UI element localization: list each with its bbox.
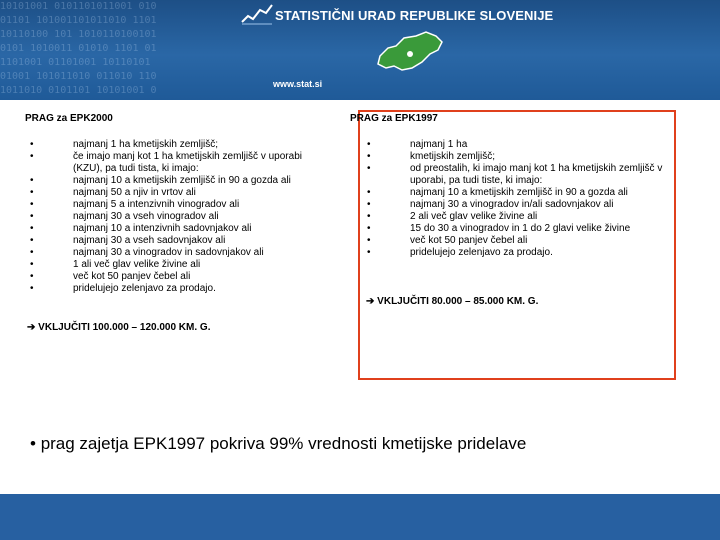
list-item (367, 187, 672, 199)
bullet: • (30, 211, 34, 222)
list-item (367, 223, 672, 235)
list-item-text: 15 do 30 a vinogradov in 1 do 2 glavi velike živine (410, 223, 631, 234)
bullet: • (30, 223, 34, 234)
list-item-text: pridelujejo zelenjavo za prodajo. (73, 283, 216, 294)
list-item-text: najmanj 1 ha (410, 139, 468, 150)
bullet: • (367, 247, 371, 258)
list-item-text: od preostalih, ki imajo manj kot 1 ha kmetijskih zemljišč v uporabi, pa tudi tiste, ki imajo: (410, 163, 663, 186)
bullet: • (30, 247, 34, 258)
list-item-text: najmanj 30 a vinogradov in/ali sadovnjakov ali (410, 199, 614, 210)
footer-band (0, 494, 720, 540)
list-item-text: najmanj 30 a vinogradov in sadovnjakov ali (73, 247, 264, 258)
summary-text: prag zajetja EPK1997 pokriva 99% vrednosti kmetijske pridelave (40, 434, 527, 453)
list-item (30, 151, 330, 175)
bullet: • (30, 235, 34, 246)
list-item (30, 271, 330, 283)
list-item-text: če imajo manj kot 1 ha kmetijskih zemljišč v uporabi (KZU), pa tudi tista, ki imajo: (73, 151, 302, 174)
bullet: • (367, 151, 371, 162)
left-criteria-list (30, 139, 330, 295)
bullet: • (30, 259, 34, 270)
list-item (367, 151, 672, 163)
header-banner (0, 0, 720, 100)
list-item-text: najmanj 10 a intenzivnih sadovnjakov ali (73, 223, 252, 234)
list-item (367, 247, 672, 259)
list-item-text: najmanj 10 a kmetijskih zemljišč in 90 a gozda ali (73, 175, 291, 186)
list-item (30, 139, 330, 151)
arrow-icon: ➔ (27, 322, 36, 333)
list-item (30, 247, 330, 259)
bullet: • (30, 283, 34, 294)
org-name: STATISTIČNI URAD REPUBLIKE SLOVENIJE (275, 8, 554, 23)
left-include-note (27, 322, 210, 333)
list-item-text: več kot 50 panjev čebel ali (410, 235, 528, 246)
binary-pattern: 10101001 0101101011001 010 01101 101001101011010 1101 10110100 101 1010110100101 0101 1010011 01010 1101 01 1101001 01101001 10110101 01001 101011010 011010 110 1011010 0101101 10101001 0 (0, 1, 157, 96)
list-item-text: najmanj 5 a intenzivnih vinogradov ali (73, 199, 240, 210)
slovenia-map-icon (370, 28, 450, 78)
list-item-text: 2 ali več glav velike živine ali (410, 211, 538, 222)
list-item-text: najmanj 30 a vseh sadovnjakov ali (73, 235, 226, 246)
list-item (30, 223, 330, 235)
list-item-text: več kot 50 panjev čebel ali (73, 271, 191, 282)
list-item (367, 235, 672, 247)
list-item-text: najmanj 30 a vseh vinogradov ali (73, 211, 219, 222)
bullet: • (367, 139, 371, 150)
right-include-note (366, 296, 538, 307)
bullet: • (30, 271, 34, 282)
site-url: www.stat.si (273, 79, 323, 89)
bullet: • (367, 199, 371, 210)
list-item-text: najmanj 10 a kmetijskih zemljišč in 90 a gozda ali (410, 187, 628, 198)
list-item-text: 1 ali več glav velike živine ali (73, 259, 201, 270)
list-item (30, 259, 330, 271)
left-title: PRAG za EPK2000 (25, 113, 113, 124)
right-criteria-list (367, 139, 672, 259)
bullet: • (30, 175, 34, 186)
bullet: • (30, 187, 34, 198)
list-item (30, 211, 330, 223)
summary-line (30, 434, 526, 454)
include-text: VKLJUČITI 80.000 – 85.000 KM. G. (377, 296, 539, 307)
list-item (367, 139, 672, 151)
list-item (30, 283, 330, 295)
bullet: • (367, 223, 371, 234)
list-item (367, 199, 672, 211)
bullet: • (367, 211, 371, 222)
list-item (30, 235, 330, 247)
bullet: • (367, 187, 371, 198)
list-item (30, 199, 330, 211)
list-item (30, 187, 330, 199)
list-item-text: pridelujejo zelenjavo za prodajo. (410, 247, 553, 258)
bullet: • (367, 235, 371, 246)
list-item-text: najmanj 50 a njiv in vrtov ali (73, 187, 196, 198)
include-text: VKLJUČITI 100.000 – 120.000 KM. G. (38, 322, 211, 333)
arrow-icon: ➔ (366, 296, 375, 307)
list-item (367, 163, 672, 187)
right-title: PRAG za EPK1997 (350, 113, 438, 124)
stat-logo-icon (240, 2, 274, 26)
list-item (30, 175, 330, 187)
bullet: • (30, 434, 36, 453)
list-item-text: najmanj 1 ha kmetijskih zemljišč; (73, 139, 219, 150)
bullet: • (367, 163, 371, 174)
bullet: • (30, 151, 34, 162)
bullet: • (30, 139, 34, 150)
bullet: • (30, 199, 34, 210)
list-item (367, 211, 672, 223)
list-item-text: kmetijskih zemljišč; (410, 151, 496, 162)
